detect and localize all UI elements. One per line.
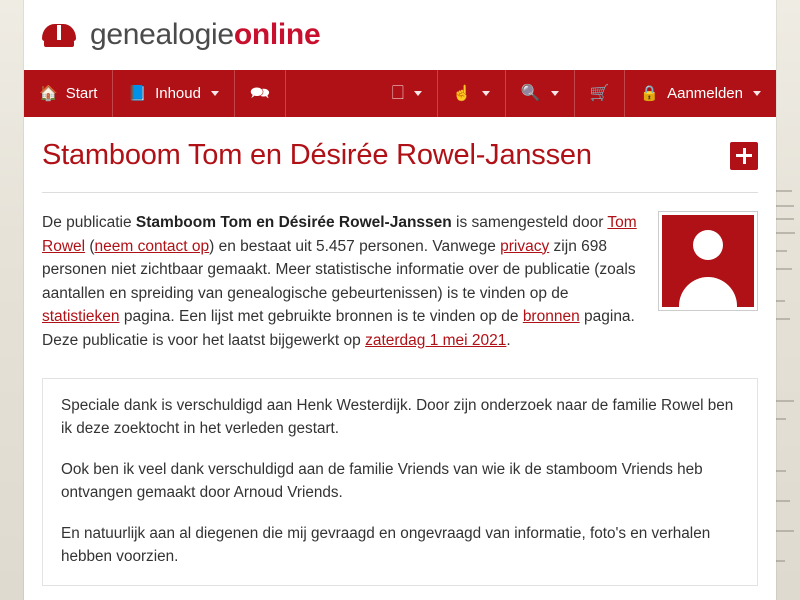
acknowledgement-paragraph-3: En natuurlijk aan al diegenen die mij gevraagd en ongevraagd van informatie, foto's en verhalen hebben voorzien.: [61, 525, 711, 565]
chevron-down-icon: [551, 91, 559, 96]
nav-item-start[interactable]: [24, 70, 113, 117]
avatar[interactable]: [658, 211, 758, 311]
publication-description: [42, 211, 640, 352]
intro-text-6: pagina. Een lijst met gebruikte bronnen is te vinden op de: [119, 308, 523, 326]
intro-text-5: zijn 698 personen niet zichtbaar gemaakt. Meer statistische informatie over de publicatie (zoals aantallen en spreiding van genealogische gebeurtenissen) is te vinden op de: [42, 237, 636, 302]
hand-point-up-icon: ☝: [452, 85, 472, 102]
intro-text-4: ) en bestaat uit 5.457 personen. Vanwege: [209, 237, 501, 255]
acknowledgement-paragraph-1: Speciale dank is verschuldigd aan Henk Westerdijk. Door zijn onderzoek naar de familie Rowel ben ik deze zoektocht in het verleden gestart.: [61, 397, 734, 438]
acknowledgements-panel: [42, 378, 758, 586]
user-avatar-placeholder-icon: [662, 215, 754, 307]
book-icon: 📘: [128, 85, 148, 102]
intro-text-2: is samengesteld door: [451, 214, 608, 231]
nav-item-search[interactable]: [506, 70, 575, 117]
brand-name-accent: online: [233, 18, 321, 51]
publication-intro: [24, 193, 776, 352]
intro-text-1: De publicatie: [42, 214, 136, 231]
contact-link[interactable]: neem contact op: [94, 237, 210, 255]
family-tree-icon: 🗌: [391, 85, 404, 102]
mailbox-logo-icon[interactable]: [42, 20, 76, 50]
nav-item-help[interactable]: [438, 70, 506, 117]
intro-text-8: .: [506, 331, 511, 349]
nav-item-inhoud[interactable]: [113, 70, 235, 117]
page-title: Stamboom Tom en Désirée Rowel-Janssen: [42, 139, 592, 171]
intro-text-3: (: [85, 237, 95, 255]
shopping-cart-icon: 🛒: [589, 84, 610, 102]
nav-item-chat[interactable]: [235, 70, 286, 117]
nav-item-family-tree[interactable]: [377, 70, 438, 117]
nav-item-login[interactable]: [625, 70, 776, 117]
page-title-row: [24, 117, 776, 192]
comments-icon: 🗪: [249, 84, 270, 102]
statistics-link[interactable]: statistieken: [42, 308, 120, 326]
search-icon: 🔍: [520, 84, 541, 102]
last-updated-link[interactable]: zaterdag 1 mei 2021: [365, 331, 507, 349]
publication-name: Stamboom Tom en Désirée Rowel-Janssen: [135, 214, 452, 231]
nav-item-inhoud-label: Inhoud: [155, 85, 201, 102]
privacy-link[interactable]: privacy: [500, 237, 550, 255]
brand-name-plain: genealogie: [90, 18, 234, 51]
nav-item-start-label: Start: [65, 85, 98, 102]
add-publication-button[interactable]: [730, 142, 758, 170]
lock-icon: 🔒: [640, 85, 660, 102]
chevron-down-icon: [211, 91, 219, 96]
chevron-down-icon: [753, 91, 761, 96]
nav-item-cart[interactable]: [575, 70, 626, 117]
nav-item-login-label: Aanmelden: [667, 85, 743, 102]
nav-spacer: [286, 70, 377, 117]
sources-link[interactable]: bronnen: [522, 308, 580, 326]
chevron-down-icon: [482, 91, 490, 96]
author-link[interactable]: Tom Rowel: [42, 214, 637, 255]
site-header: [24, 0, 776, 70]
chevron-down-icon: [414, 91, 422, 96]
site-brand[interactable]: [90, 18, 320, 52]
intro-text-7: pagina. Deze publicatie is voor het laatst bijgewerkt op: [42, 308, 635, 349]
home-icon: 🏠: [39, 85, 58, 102]
acknowledgement-paragraph-2: Ook ben ik veel dank verschuldigd aan de familie Vriends van wie ik de stamboom Vriends heb ontvangen gemaakt door Arnoud Vriends.: [61, 461, 703, 502]
main-navigation: [24, 70, 776, 117]
browser-page: [24, 0, 776, 600]
